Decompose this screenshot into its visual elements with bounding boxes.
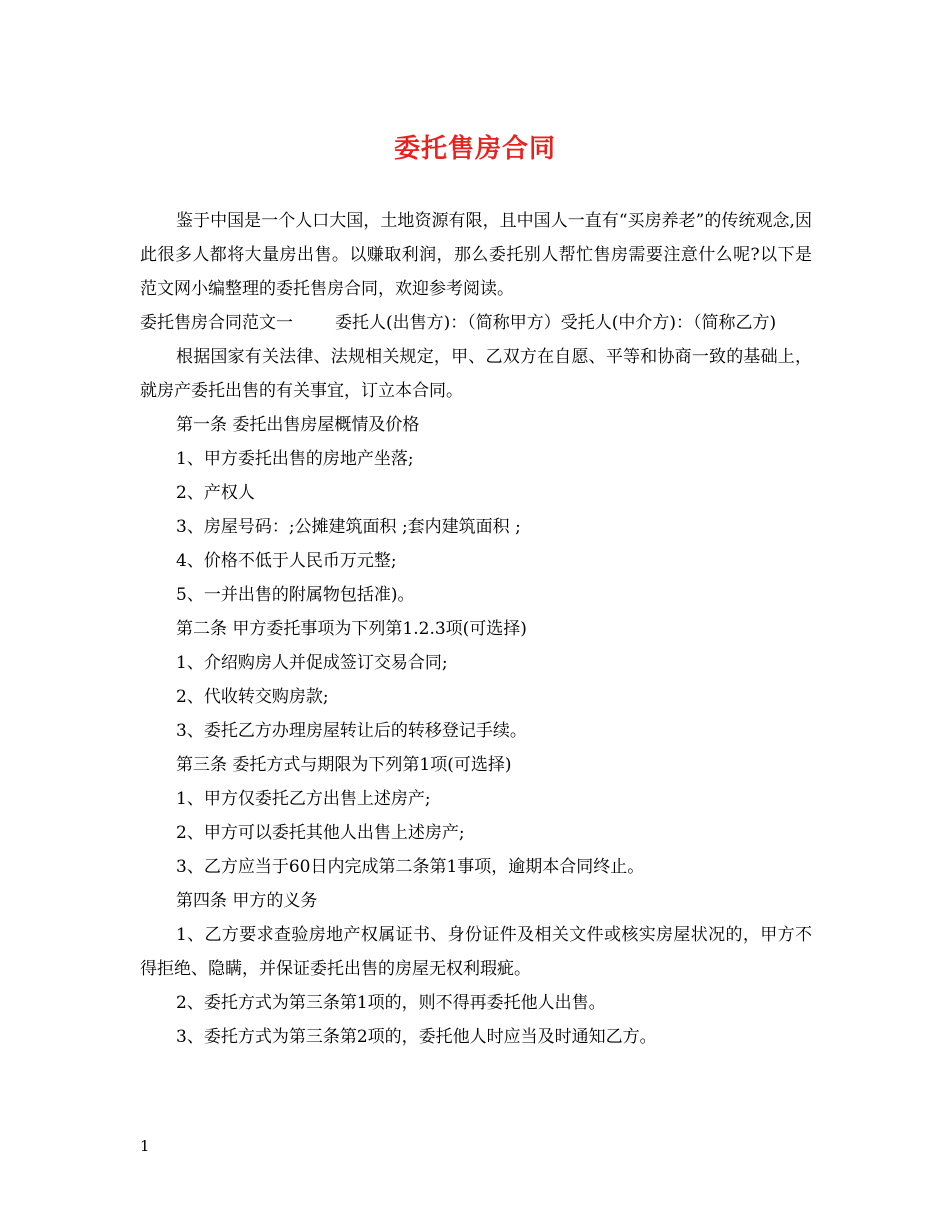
article-1-item-1: 1、甲方委托出售的房地产坐落; xyxy=(176,449,414,469)
article-4-item-2: 2、委托方式为第三条第1项的，则不得再委托他人出售。 xyxy=(176,993,606,1013)
article-3-item-3: 3、乙方应当于60日内完成第二条第1事项，逾期本合同终止。 xyxy=(176,857,645,877)
parties-line: 委托人(出售方)：（简称甲方）受托人(中介方)：（简称乙方) xyxy=(335,313,777,333)
document-title: 委托售房合同 xyxy=(393,134,556,164)
article-1-item-4: 4、价格不低于人民币万元整; xyxy=(176,551,397,571)
article-1-item-5: 5、一并出售的附属物包括准)。 xyxy=(176,585,415,605)
article-1-heading: 第一条 委托出售房屋概情及价格 xyxy=(176,415,420,435)
article-2-item-2: 2、代收转交购房款; xyxy=(176,687,329,707)
article-4-heading: 第四条 甲方的义务 xyxy=(176,891,318,911)
article-4-item-3: 3、委托方式为第三条第2项的，委托他人时应当及时通知乙方。 xyxy=(176,1027,657,1047)
article-2-heading: 第二条 甲方委托事项为下列第1.2.3项(可选择) xyxy=(176,619,527,639)
article-2-item-1: 1、介绍购房人并促成签订交易合同; xyxy=(176,653,448,673)
paragraph-basis: 根据国家有关法律、法规相关规定，甲、乙双方在自愿、平等和协商一致的基础上，就房产委托出售的有关事宜，订立本合同。 xyxy=(140,347,812,401)
article-1-item-2: 2、产权人 xyxy=(176,483,255,503)
article-2-item-3: 3、委托乙方办理房屋转让后的转移登记手续。 xyxy=(176,721,527,741)
paragraph-preamble: 鉴于中国是一个人口大国，土地资源有限，且中国人一直有“买房养老”的传统观念,因此很多人都将大量房出售。以赚取利润，那么委托别人帮忙售房需要注意什么呢?以下是范文网小编整理的委托售房合同，欢迎参考阅读。 xyxy=(140,211,812,299)
article-4-item-1: 1、乙方要求查验房地产权属证书、身份证件及相关文件或核实房屋状况的，甲方不得拒绝、隐瞒，并保证委托出售的房屋无权利瑕疵。 xyxy=(140,925,812,979)
paragraph-sample-heading xyxy=(140,306,812,340)
article-1-item-3: 3、房屋号码：;公摊建筑面积 ;套内建筑面积 ; xyxy=(176,517,521,537)
sample-heading-text: 委托售房合同范文一 xyxy=(140,313,293,333)
article-3-item-2: 2、甲方可以委托其他人出售上述房产; xyxy=(176,823,465,843)
article-3-item-1: 1、甲方仅委托乙方出售上述房产; xyxy=(176,789,431,809)
article-3-heading: 第三条 委托方式与期限为下列第1项(可选择) xyxy=(176,755,512,775)
document-body xyxy=(140,204,812,1054)
page-number: 1 xyxy=(140,1137,150,1155)
